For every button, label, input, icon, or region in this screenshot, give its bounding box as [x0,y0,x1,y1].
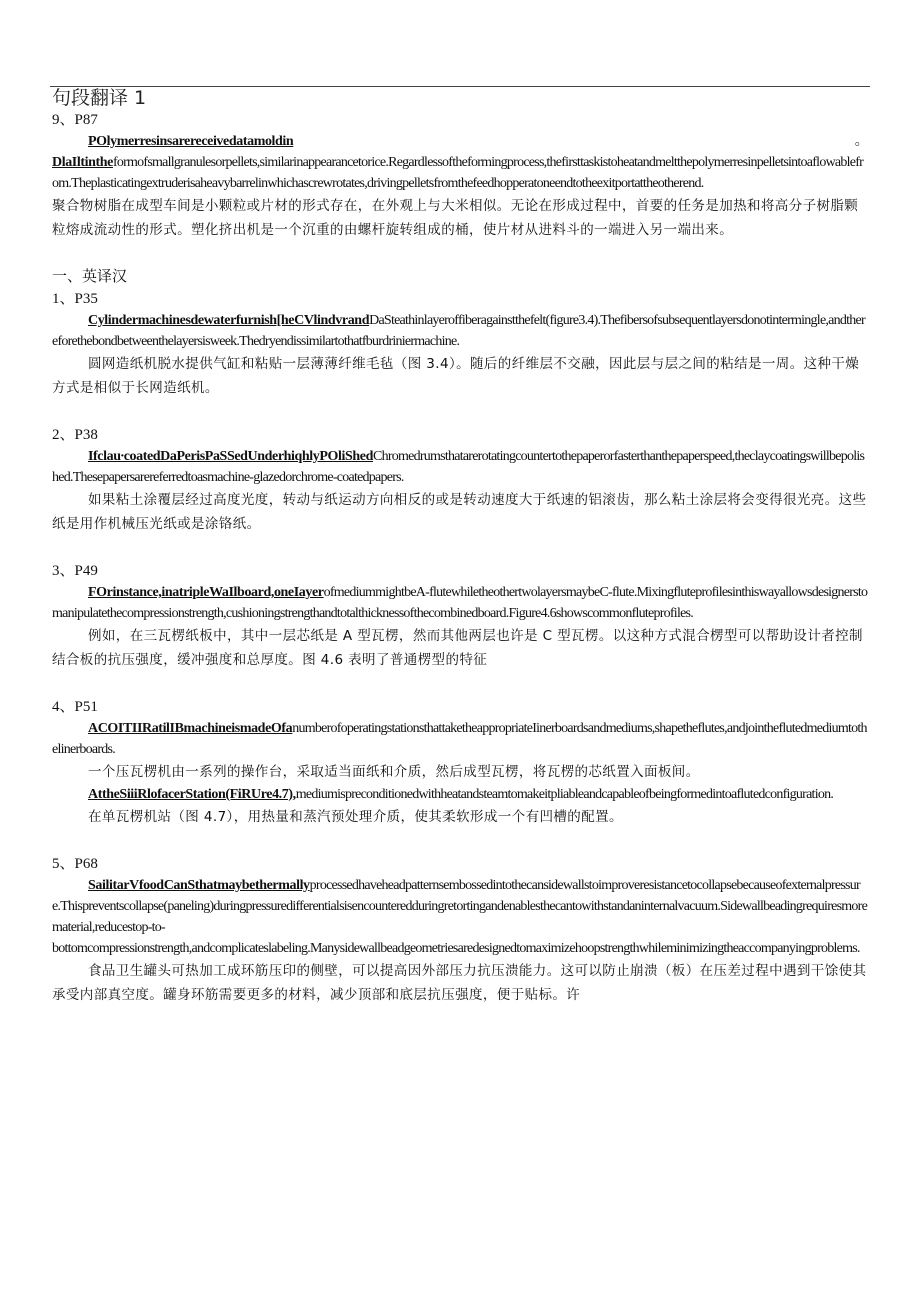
chinese-translation: 聚合物树脂在成型车间是小颗粒或片材的形式存在，在外观上与大米相似。无论在形成过程中，首要的任务是加热和将高分子树脂颗粒熔成流动性的形式。塑化挤出机是一个沉重的由螺杆旋转组成的桶，使片材从进料斗的一端进入另一端出来。 [52,198,859,238]
end-mark: 。 [854,134,868,149]
english-body: DaSteathinlayeroffiberagainstthefelt(figure3.4).Thefibersofsubsequentlayersdonotintermingle,andthereforethebondbetweenthelayersisweek.Thedryendissimilartothatfburdriniermachine. [52,313,865,349]
english-paragraph: bottomcompressionstrength,andcomplicateslabeling.Manysidewallbeadgeometriesaredesignedtomaximizehoopstrengthwhileminimizingtheaccompanyingproblems. [52,941,860,956]
english-paragraph [52,446,868,488]
english-body: ofmediummightbeA-flutewhiletheothertwolayersmaybeC-flute.Mixingfluteprofilesinthiswayallowsdesignerstomanipulatethecompressionstrength,cushioningstrengthandtotalthicknessofthecombinedboard.Figure4.6showscommonfluteprofiles. [52,585,868,621]
chinese-translation: 食品卫生罐头可热加工成环筋压印的侧壁，可以提高因外部压力抗压溃能力。这可以防止崩溃（板）在压差过程中遇到干馀使其承受内部真空度。罐身环筋需要更多的材料，减少顶部和底层抗压强度，便于贴标。许 [52,963,867,1003]
chinese-translation: 一个压瓦楞机由一系列的操作台，采取适当面纸和介质，然后成型瓦楞，将瓦楞的芯纸置入面板间。 [88,764,700,780]
section-p87 [52,109,868,242]
item-p51 [52,696,868,829]
english-lead: POlymerresinsarereceivedatamoldin [88,134,294,149]
chinese-translation: 圆网造纸机脱水提供气缸和粘贴一层薄薄纤维毛毡（图 3.4）。随后的纤维层不交融，因此层与层之间的粘结是一周。这种干燥方式是相似于长网造纸机。 [52,356,860,396]
item-p38 [52,424,868,536]
english-body: configuration. [764,787,834,802]
english-paragraph [52,310,868,352]
english-lead: FOrinstance,inatripleWaIlboard,oneIayer [88,585,324,600]
english-body: Chromedrumsthatarerotatingcountertothepaperorfasterthanthepaperspeed,theclaycoatingswillbepolished.Thesepapersarereferredtoasmachine-glazedorchrome-coatedpapers. [52,449,865,485]
english-body: numberofoperatingstationsthattaketheappropriateIinerboardsandmediums,shapetheflutes,andjointheflutedmediumtothelinerboards. [52,721,867,757]
english-body: processedhaveheadpatternsembossedintothecansidewallstoimproveresistancetocollapsebecauseofexternalpressure.Thispreventscollapse(paneling)duringpressuredifferentialsisencounteredduringretortingandenablesthecantowithstandaninternalvacuum.Sidewallbeadingrequiresmorematerial,reducestop-to- [52,878,868,935]
chinese-translation: 例如，在三瓦楞纸板中，其中一层芯纸是 A 型瓦楞，然而其他两层也许是 C 型瓦楞。以这种方式混合楞型可以帮助设计者控制结合板的抗压强度，缓冲强度和总厚度。图 4.6 表明了普通楞型的特征 [52,628,863,668]
english-body: formofsmallgranulesorpellets,similarinappearancetorice.Regardlessoftheformingprocess,thefirsttaskistoheatandmeltthepolymerresinpelletsintoaflowablefrom.Theplasticatingextruderisaheavybarrelinwhichascrewrotates,drivingpelletsfromthefeedhopperatoneendtotheexitportattheotherend. [52,155,864,191]
english-paragraph [52,152,868,194]
document-title: 句段翻译 1 [52,87,147,109]
english-lead: SailitarVfoodCanSthatmaybethermally [88,878,310,893]
header-rule [50,86,870,87]
english-lead: Cylindermachinesdewaterfurnish[heCVlindvrand [88,313,370,328]
item-label: 1、P35 [52,291,98,307]
english-paragraph [52,784,868,805]
english-body: mediumispreconditionedwithheatandsteamtomakeitpliableandcapableofbeingformedintoafluted [295,787,765,802]
english-lead: AttheSiiiRlofacerStation(FiRUre4.7), [88,787,296,802]
item-label: 4、P51 [52,699,98,715]
section-label: 9、P87 [52,112,98,128]
item-label: 5、P68 [52,856,98,872]
section-heading: 一、英译汉 [52,269,128,285]
item-label: 3、P49 [52,563,98,579]
english-paragraph [52,131,868,152]
item-label: 2、P38 [52,427,98,443]
chinese-translation: 在单瓦楞机站（图 4.7），用热量和蒸汽预处理介质，使其柔软形成一个有凹槽的配置。 [88,809,623,825]
item-p68 [52,853,868,1007]
chinese-translation: 如果粘土涂覆层经过高度光度，转动与纸运动方向相反的或是转动速度大于纸速的铝滚齿，那么粘土涂层将会变得很光亮。这些纸是用作机械压光纸或是涂铬纸。 [52,492,867,532]
item-p49 [52,560,868,672]
document-body [52,109,868,1007]
item-p35 [52,288,868,400]
english-lead: DlaIltinthe [52,155,113,170]
english-paragraph [52,875,868,938]
english-lead: ACOITIIRatilIBmachineismadeOfa [88,721,293,736]
english-paragraph [52,718,868,760]
english-paragraph [52,582,868,624]
english-lead: Ifclau∙coatedDaPerisPaSSedUnderhiqhlyPOliShed [88,449,373,464]
